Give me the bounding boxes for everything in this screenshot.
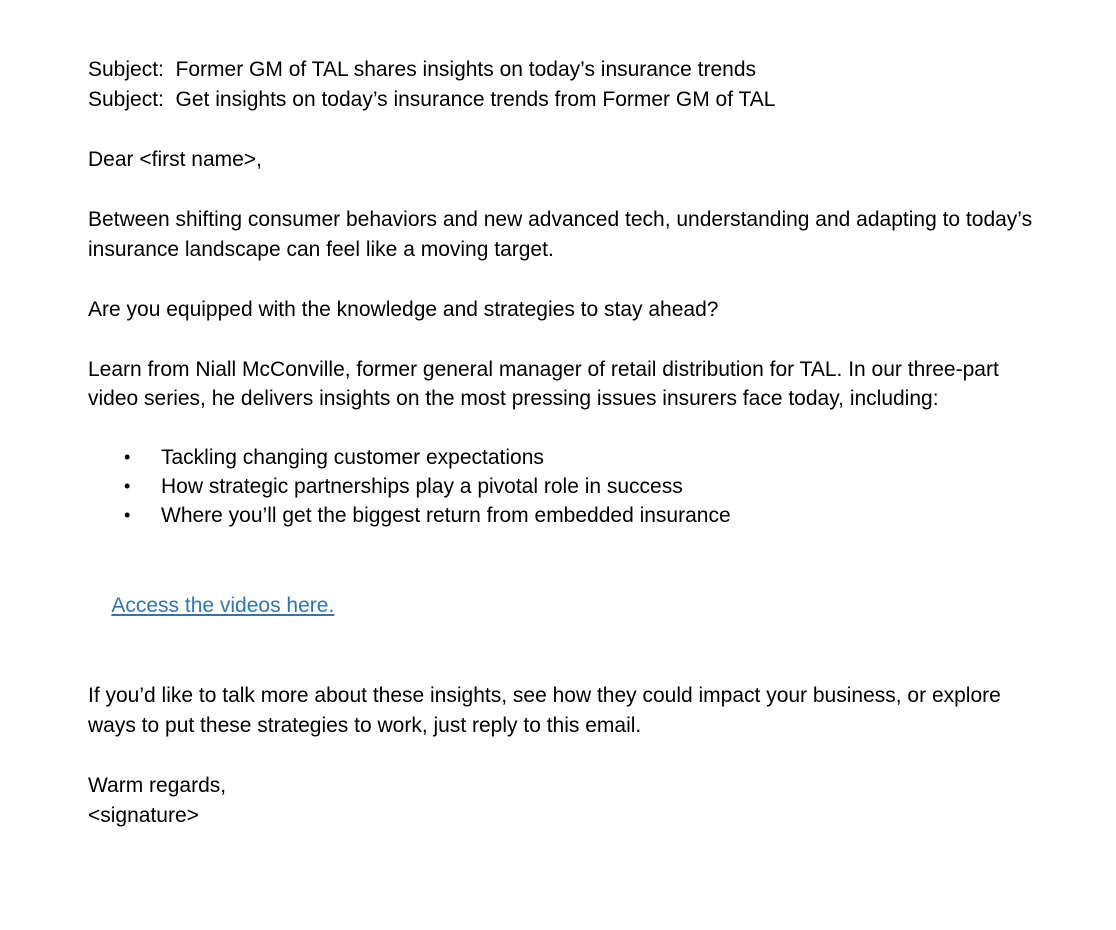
- bullet-item: [88, 501, 1048, 530]
- spacer: [88, 175, 1048, 205]
- spacer: [88, 741, 1048, 771]
- subject-line-2: Subject: Get insights on today’s insurance trends from Former GM of TAL: [88, 88, 776, 111]
- spacer: [88, 413, 1048, 443]
- reply-paragraph: If you’d like to talk more about these insights, see how they could impact your business, or explore ways to put these strategies to work, just reply to this email.: [88, 684, 1001, 737]
- bullet-item: [88, 472, 1048, 501]
- question-paragraph: Are you equipped with the knowledge and strategies to stay ahead?: [88, 298, 719, 321]
- bullet-item: [88, 443, 1048, 472]
- spacer: [88, 530, 1048, 561]
- link-line: [88, 561, 1048, 651]
- spacer: [88, 265, 1048, 295]
- access-videos-link[interactable]: Access the videos here.: [111, 594, 335, 617]
- bullet-text: Tackling changing customer expectations: [161, 446, 544, 469]
- signature-placeholder: <signature>: [88, 804, 199, 827]
- insights-bullet-list: [88, 443, 1048, 530]
- bullet-text: Where you’ll get the biggest return from embedded insurance: [161, 504, 731, 527]
- closing: Warm regards,: [88, 774, 227, 797]
- video-series-paragraph: Learn from Niall McConville, former general manager of retail distribution for TAL. In our three-part video series, he delivers insights on the most pressing issues insurers face today, including:: [88, 358, 999, 410]
- spacer: [88, 115, 1048, 145]
- greeting: Dear <first name>,: [88, 148, 262, 171]
- spacer: [88, 325, 1048, 355]
- subject-line-1: Subject: Former GM of TAL shares insights on today’s insurance trends: [88, 58, 757, 81]
- bullet-text: How strategic partnerships play a pivotal role in success: [161, 475, 683, 498]
- bullet-icon: •: [124, 476, 131, 496]
- bullet-icon: •: [124, 447, 131, 467]
- spacer: [88, 651, 1048, 681]
- intro-paragraph: Between shifting consumer behaviors and new advanced tech, understanding and adapting to today’s insurance landscape can feel like a moving target.: [88, 208, 1033, 261]
- email-draft-document: [88, 55, 1048, 831]
- bullet-icon: •: [124, 505, 131, 525]
